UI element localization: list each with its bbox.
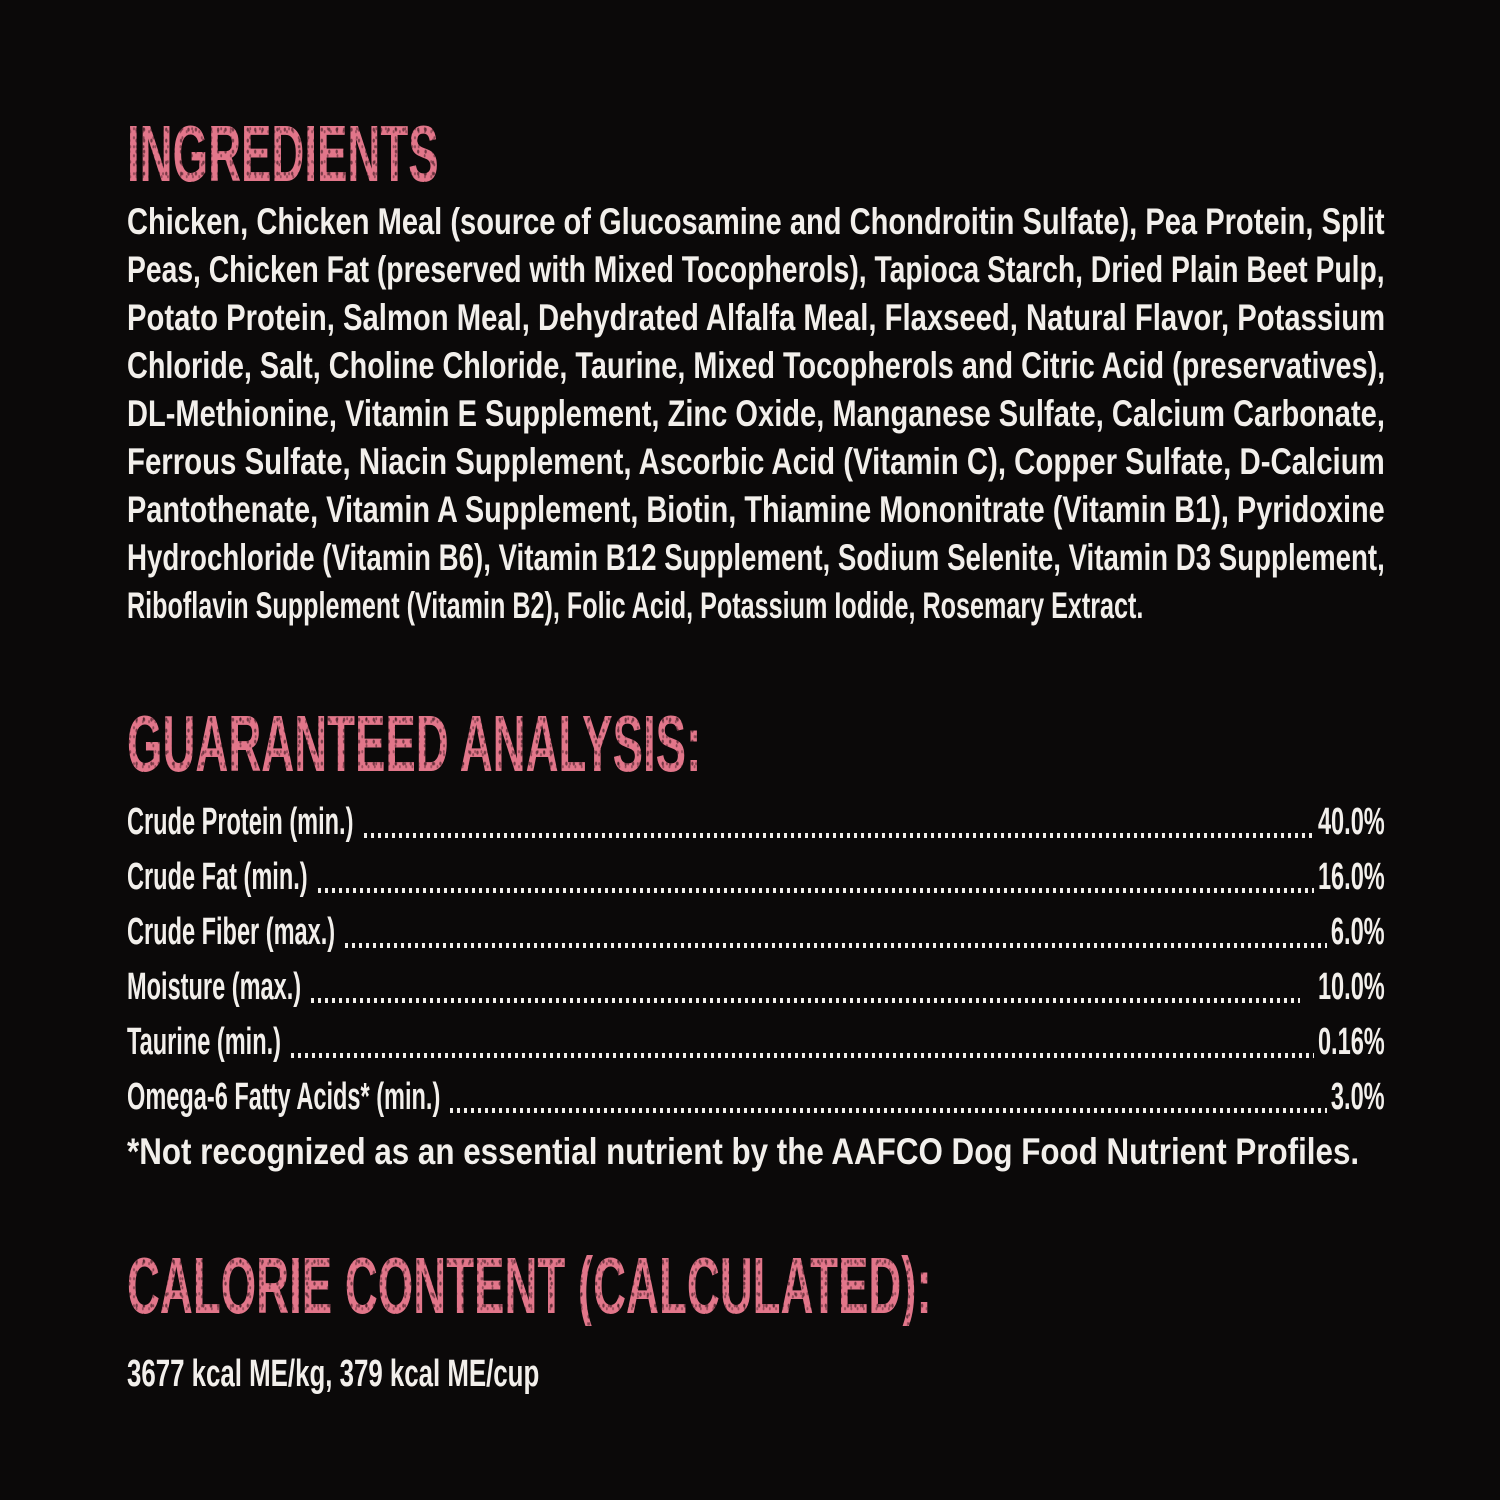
dot-leader [364, 833, 1315, 838]
ingredients-line [127, 486, 1385, 534]
dot-leader [311, 998, 1300, 1003]
ingredients-line-text: Ferrous Sulfate, Niacin Supplement, Ascorbic Acid (Vitamin C), Copper Sulfate, D-Calcium [127, 441, 1385, 482]
ingredients-line-text: Pantothenate, Vitamin A Supplement, Biotin, Thiamine Mononitrate (Vitamin B1), Pyridoxine [127, 489, 1385, 530]
dot-leader [345, 943, 1327, 948]
ingredients-line [127, 342, 1385, 390]
ingredients-line [127, 390, 1385, 438]
ingredients-line-text: Peas, Chicken Fat (preserved with Mixed Tocopherols), Tapioca Starch, Dried Plain Beet Pulp, [127, 249, 1385, 290]
ingredients-line-text: Potato Protein, Salmon Meal, Dehydrated Alfalfa Meal, Flaxseed, Natural Flavor, Potassium [127, 297, 1386, 338]
analysis-label: Moisture (max.) [127, 966, 302, 1008]
analysis-row-moisture [127, 960, 1385, 1015]
guaranteed-analysis-heading-text: GUARANTEED ANALYSIS: [127, 699, 702, 788]
ingredients-line [127, 582, 1385, 630]
analysis-value: 3.0% [1331, 1076, 1385, 1118]
ingredients-line [127, 534, 1385, 582]
calorie-content-heading-text: CALORIE CONTENT (CALCULATED): [127, 1241, 932, 1330]
guaranteed-analysis-table [127, 795, 1385, 1125]
ingredients-line-text: Chloride, Salt, Choline Chloride, Taurine, Mixed Tocopherols and Citric Acid (preservatives), [127, 345, 1386, 386]
ingredients-line-text: DL-Methionine, Vitamin E Supplement, Zinc Oxide, Manganese Sulfate, Calcium Carbonate, [127, 393, 1385, 434]
analysis-label: Crude Fiber (max.) [127, 911, 336, 953]
ingredients-line [127, 198, 1385, 246]
ingredients-line [127, 438, 1385, 486]
analysis-value: 40.0% [1318, 801, 1385, 843]
calorie-content-heading [127, 1241, 1500, 1330]
guaranteed-analysis-heading [127, 699, 1135, 788]
ingredients-heading-text: INGREDIENTS [127, 109, 439, 198]
analysis-row-crude-fiber [127, 905, 1385, 960]
analysis-row-crude-protein [127, 795, 1385, 850]
analysis-label: Crude Protein (min.) [127, 801, 354, 843]
analysis-row-omega-6 [127, 1070, 1385, 1125]
ingredients-heading [127, 109, 674, 198]
analysis-value: 6.0% [1331, 911, 1385, 953]
analysis-label: Taurine (min.) [127, 1021, 282, 1063]
analysis-row-taurine [127, 1015, 1385, 1070]
dot-leader [291, 1053, 1314, 1058]
aafco-footnote-text: *Not recognized as an essential nutrient by the AAFCO Dog Food Nutrient Profiles. [127, 1131, 1360, 1172]
analysis-value: 10.0% [1318, 966, 1385, 1008]
analysis-label: Crude Fat (min.) [127, 856, 308, 898]
analysis-row-crude-fat [127, 850, 1385, 905]
analysis-label: Omega-6 Fatty Acids* (min.) [127, 1076, 441, 1118]
calorie-content-value-text: 3677 kcal ME/kg, 379 kcal ME/cup [127, 1353, 540, 1395]
analysis-value: 0.16% [1318, 1021, 1385, 1063]
pet-food-label-back-panel [127, 0, 1385, 1500]
dot-leader [318, 888, 1315, 893]
aafco-footnote [127, 1128, 1359, 1176]
ingredients-paragraph [127, 198, 1385, 630]
ingredients-line [127, 246, 1385, 294]
ingredients-line-text: Riboflavin Supplement (Vitamin B2), Folic Acid, Potassium Iodide, Rosemary Extract. [127, 585, 1144, 626]
ingredients-line [127, 294, 1385, 342]
ingredients-line-text: Chicken, Chicken Meal (source of Glucosamine and Chondroitin Sulfate), Pea Protein, Split [127, 201, 1385, 242]
dot-leader [450, 1108, 1327, 1113]
calorie-content-value [127, 1350, 539, 1398]
analysis-value: 16.0% [1318, 856, 1385, 898]
ingredients-line-text: Hydrochloride (Vitamin B6), Vitamin B12 Supplement, Sodium Selenite, Vitamin D3 Supplement, [127, 537, 1385, 578]
